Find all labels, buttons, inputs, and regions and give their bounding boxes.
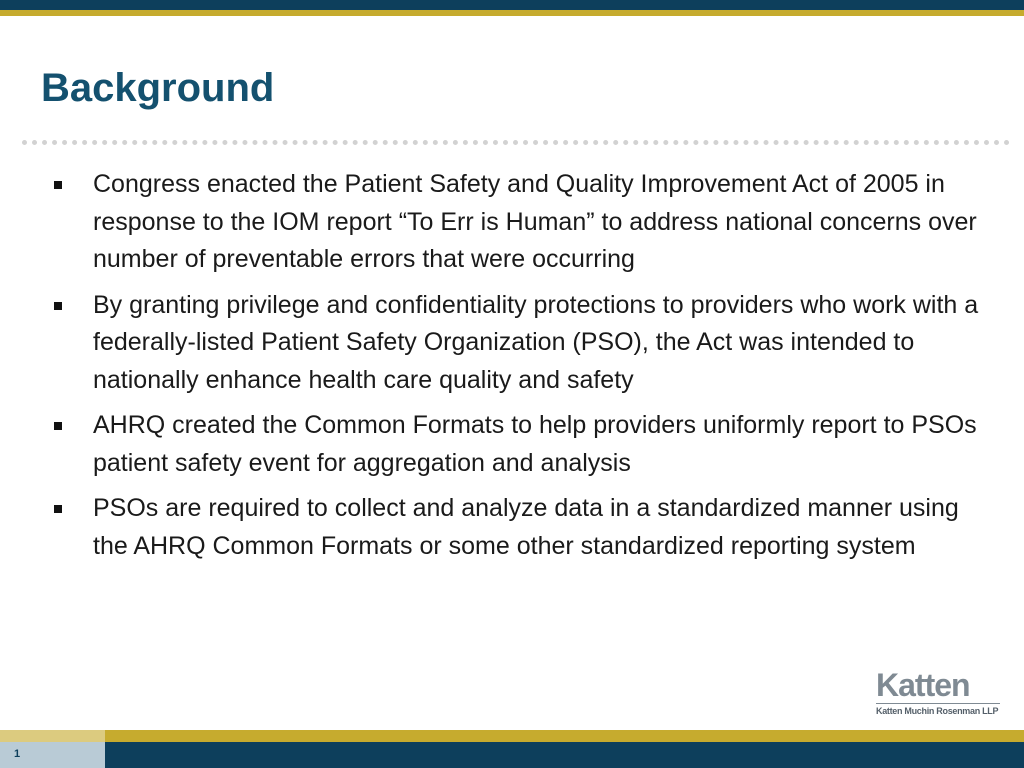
top-navy-bar (0, 0, 1024, 10)
bullet-item (54, 490, 984, 565)
bullet-list (54, 166, 984, 573)
bullet-text: AHRQ created the Common Formats to help providers uniformly report to PSOs patient safety event for aggregation and analysis (93, 411, 977, 477)
bullet-item (54, 287, 984, 400)
bullet-text: PSOs are required to collect and analyze data in a standardized manner using the AHRQ Common Formats or some other standardized reporting system (93, 494, 959, 560)
bottom-navy-bar (0, 742, 1024, 768)
page-number: 1 (14, 748, 21, 760)
slide-title: Background (41, 66, 275, 110)
square-bullet-icon (54, 505, 62, 513)
logo-underline (876, 703, 1000, 704)
title-divider (22, 140, 1010, 145)
square-bullet-icon (54, 302, 62, 310)
logo-wordmark: Katten (876, 667, 970, 703)
bullet-item (54, 166, 984, 279)
katten-logo (876, 668, 1002, 720)
bullet-item (54, 407, 984, 482)
top-gold-bar (0, 10, 1024, 16)
logo-subtitle: Katten Muchin Rosenman LLP (876, 706, 999, 716)
square-bullet-icon (54, 422, 62, 430)
bottom-gold-bar (0, 730, 1024, 742)
page-number-box-accent (0, 730, 105, 742)
bullet-text: By granting privilege and confidentiality protections to providers who work with a federally-listed Patient Safety Organization (PSO), the Act was intended to nationally enhance health care quality and safety (93, 290, 979, 394)
square-bullet-icon (54, 181, 62, 189)
bullet-text: Congress enacted the Patient Safety and Quality Improvement Act of 2005 in response to the IOM report “To Err is Human” to address national concerns over number of preventable errors that were occurring (93, 170, 977, 273)
